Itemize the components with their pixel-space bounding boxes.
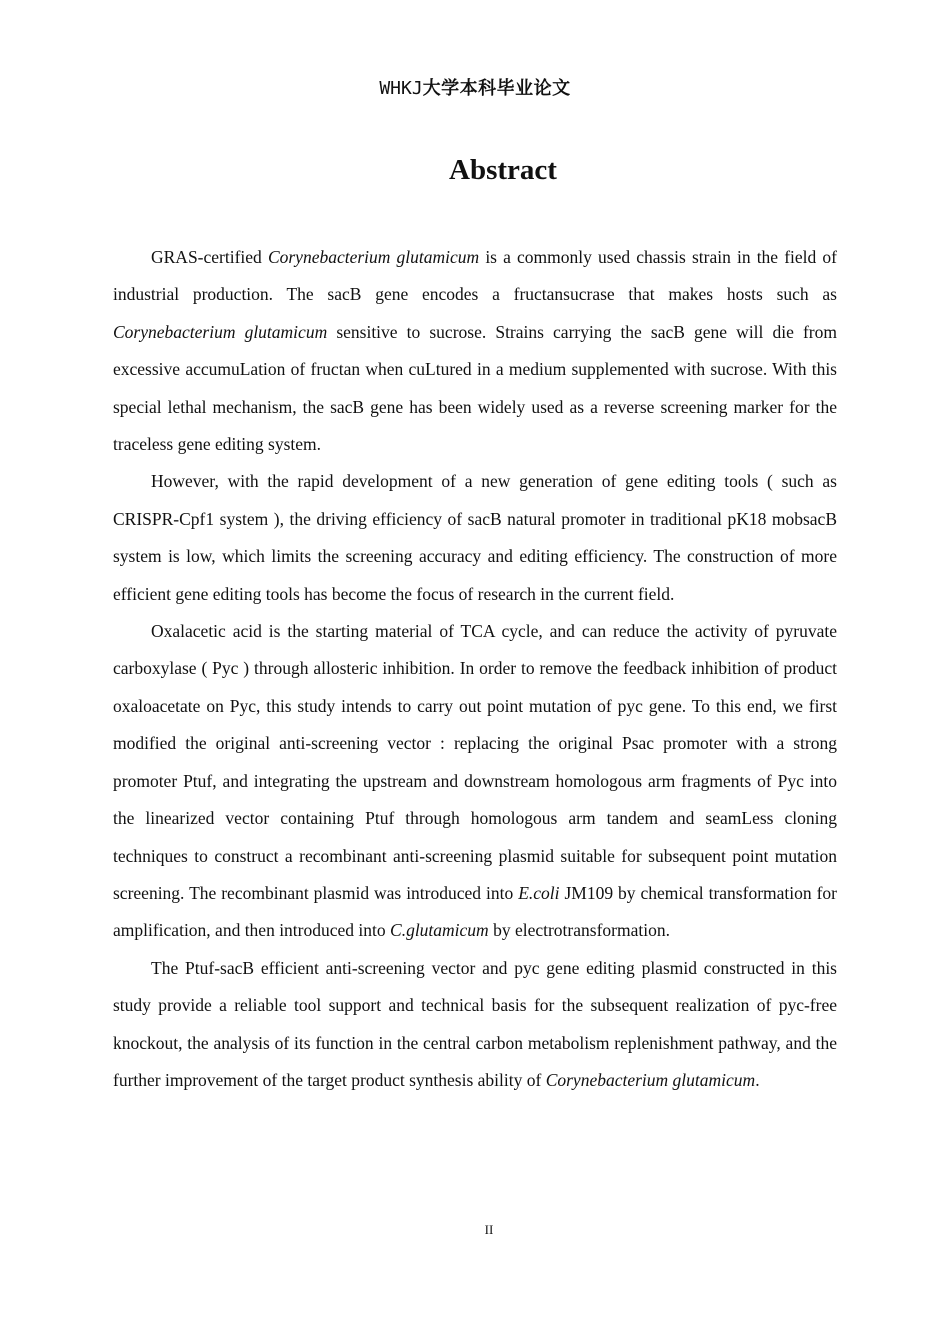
abstract-title: Abstract <box>449 154 557 186</box>
text-run: JM109 by chemical transformation for amplification, and then introduced into <box>113 882 837 941</box>
text-run: GRAS-certified <box>151 247 268 267</box>
running-header-cjk: 大学本科毕业论文 <box>422 78 571 99</box>
text-run: However, with the rapid development of a new generation of gene editing tools ( such as CRISPR-Cpf1 system ), the driving efficiency of sacB natural promoter in traditional pK18 mobsacB system is low, which limits the screening accuracy and editing efficiency. The construction of more efficient gene editing tools has become the focus of research in the current field. <box>113 471 837 604</box>
text-run: by electrotransformation. <box>488 920 670 941</box>
italic-term: C.glutamicum <box>390 920 489 941</box>
abstract-paragraph <box>113 463 837 613</box>
running-header <box>0 74 950 100</box>
page-number: II <box>484 1222 494 1237</box>
text-run: Oxalacetic acid is the starting material of TCA cycle, and can reduce the activity of pyruvate carboxylase ( Pyc ) through allosteric inhibition. In order to remove the feedback inhibition of product oxaloacetate on Pyc, this study intends to carry out point mutation of pyc gene. To this end, we first modified the original anti-screening vector : replacing the original Psac promoter with a strong promoter Ptuf, and integrating the upstream and downstream homologous arm fragments of Pyc into the linearized vector containing Ptuf through homologous arm tandem and seamLess cloning techniques to construct a recombinant anti-screening plasmid suitable for subsequent point mutation screening. The recombinant plasmid was introduced into <box>113 621 837 903</box>
text-run: is a commonly used chassis strain in the field of industrial production. The sacB gene encodes a fructansucrase that makes hosts such as <box>113 247 837 305</box>
text-run: sensitive to sucrose. Strains carrying the sacB gene will die from excessive accumuLation of fructan when cuLtured in a medium supplemented with sucrose. With this special lethal mechanism, the sacB gene has been widely used as a reverse screening marker for the traceless gene editing system. <box>113 321 837 455</box>
italic-term: Corynebacterium glutamicum <box>113 321 328 342</box>
italic-term: Corynebacterium glutamicum <box>545 1069 756 1090</box>
italic-term: Corynebacterium glutamicum <box>267 247 480 267</box>
abstract-paragraph <box>113 950 837 1100</box>
abstract-paragraph <box>113 613 837 950</box>
italic-term: E.coli <box>518 882 560 903</box>
running-header-latin: WHKJ <box>379 78 423 99</box>
abstract-paragraph <box>113 239 837 463</box>
text-run: The Ptuf-sacB efficient anti-screening vector and pyc gene editing plasmid constructed in this study provide a reliable tool support and technical basis for the subsequent realization of pyc-free knockout, the analysis of its function in the central carbon metabolism replenishment pathway, and the further improvement of the target product synthesis ability of <box>113 957 837 1090</box>
abstract-body <box>113 239 837 1099</box>
text-run: . <box>755 1069 760 1090</box>
